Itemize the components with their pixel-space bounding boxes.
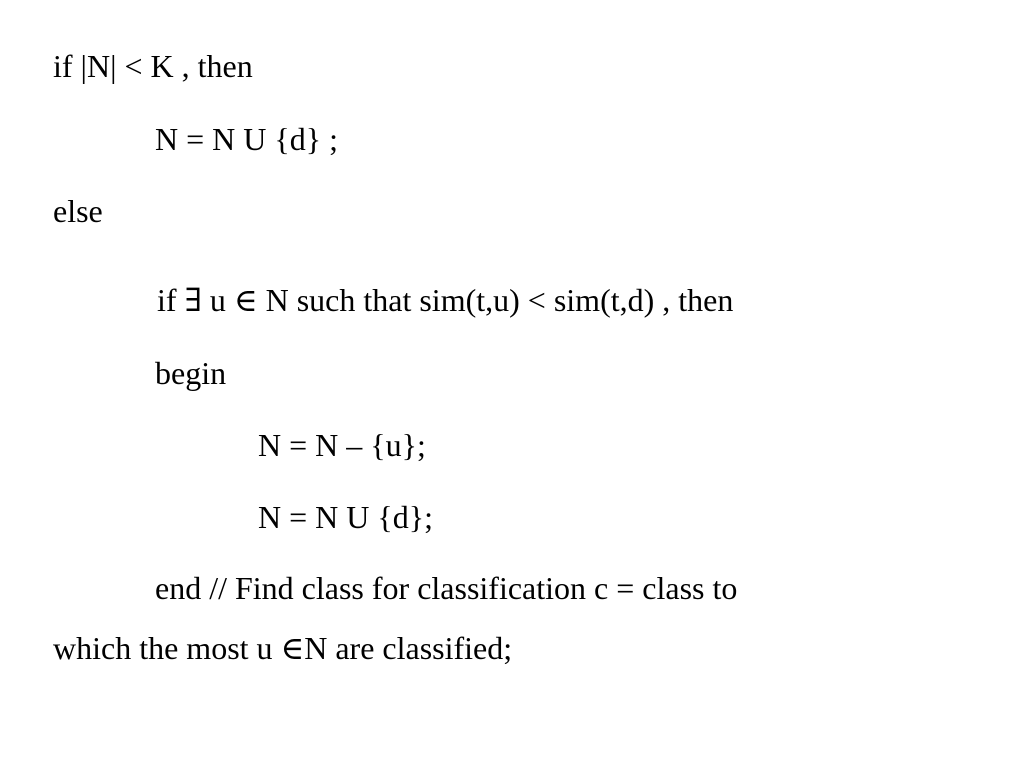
pseudocode-line-begin: begin <box>155 355 227 391</box>
pseudocode-line-else: else <box>53 193 103 229</box>
pseudocode-line-end-comment: end // Find class for classification c = class to <box>155 570 738 606</box>
pseudocode-line-exists-condition: if ∃ u ∈ N such that sim(t,u) < sim(t,d) , then <box>157 282 734 318</box>
pseudocode-line-if-condition: if |N| < K , then <box>53 48 253 84</box>
pseudocode-line-remove-u: N = N – {u}; <box>258 427 426 463</box>
pseudocode-line-add-d: N = N U {d} ; <box>155 121 338 157</box>
pseudocode-line-classification: which the most u ∈N are classified; <box>53 630 513 666</box>
pseudocode-line-add-d-inner: N = N U {d}; <box>258 499 433 535</box>
